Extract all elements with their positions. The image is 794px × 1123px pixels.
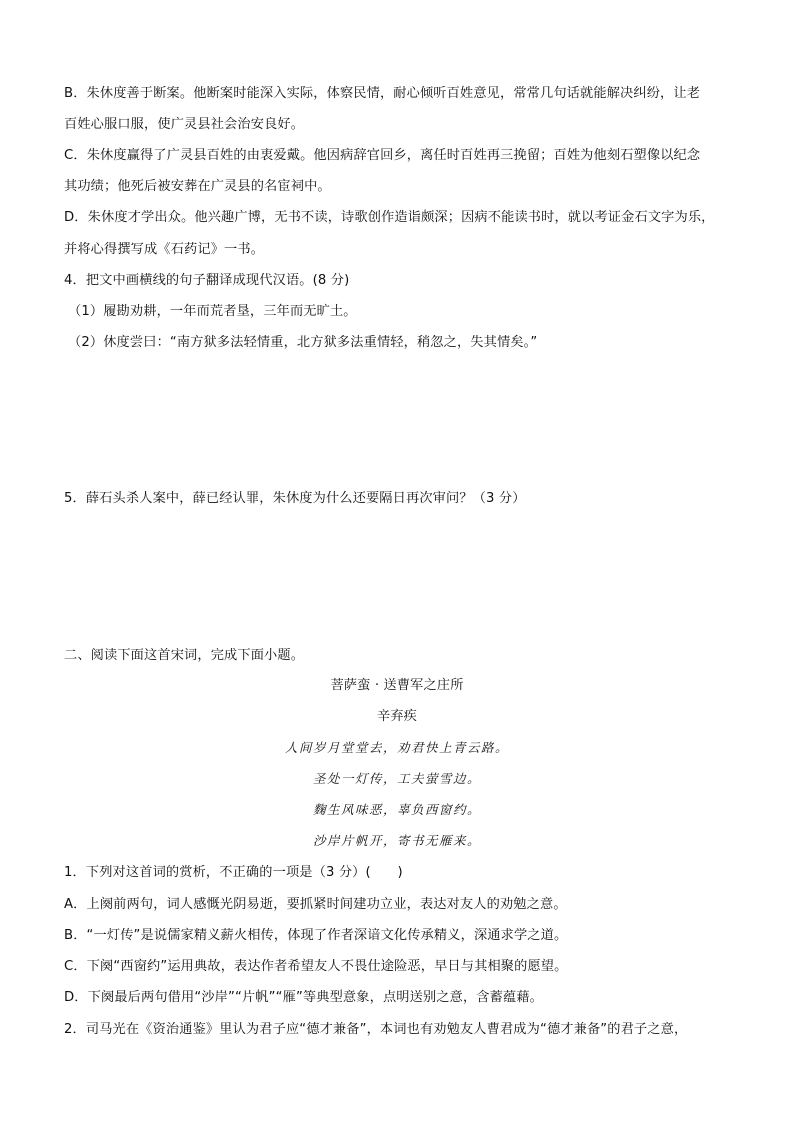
option-b-line-1: B．朱休度善于断案。他断案时能深入实际，体察民情，耐心倾听百姓意见，常常几句话就能解决纠纷，让老 xyxy=(64,86,701,101)
option-c-line-1: C．朱休度赢得了广灵县百姓的由衷爱戴。他因病辞官回乡，离任时百姓再三挽留；百姓为他刻石塑像以纪念 xyxy=(64,148,701,163)
option-c-line-2: 其功绩；他死后被安葬在广灵县的名宦祠中。 xyxy=(64,179,331,194)
question-1-option-c: C．下阕“西窗约”运用典故，表达作者希望友人不畏仕途险恶，早日与其相聚的愿望。 xyxy=(64,959,568,974)
section-2-heading: 二、阅读下面这首宋词，完成下面小题。 xyxy=(64,648,305,663)
option-d-line-2: 并将心得撰写成《石药记》一书。 xyxy=(64,242,265,257)
poem-line-1: 人间岁月堂堂去，劝君快上青云路。 xyxy=(284,740,509,755)
question-1-option-d: D．下阕最后两句借用“沙岸”“片帆”“雁”等典型意象，点明送别之意，含蓄蕴藉。 xyxy=(64,990,543,1005)
question-1-option-b: B．“一灯传”是说儒家精义薪火相传，体现了作者深谙文化传承精义，深通求学之道。 xyxy=(64,928,568,943)
question-4-stem: 4．把文中画横线的句子翻译成现代汉语。(8 分) xyxy=(64,273,350,288)
option-b-line-2: 百姓心服口服，使广灵县社会治安良好。 xyxy=(64,117,305,132)
poem-line-3: 麴生风味恶，辜负西窗约。 xyxy=(312,802,481,817)
question-4-item-2: （2）休度尝曰：“南方狱多法轻情重，北方狱多法重情轻，稍忽之，失其情矣。” xyxy=(68,335,538,350)
poem-title: 菩萨蛮 · 送曹军之庄所 xyxy=(330,678,464,693)
poem-line-2: 圣处一灯传，工夫萤雪边。 xyxy=(312,771,481,786)
poem-line-4: 沙岸片帆开，寄书无雁来。 xyxy=(312,833,481,848)
option-d-line-1: D．朱休度才学出众。他兴趣广博，无书不读，诗歌创作造诣颇深；因病不能读书时，就以考证金石文字为乐， xyxy=(64,210,715,225)
question-2-stem: 2．司马光在《资治通鉴》里认为君子应“德才兼备”，本词也有劝勉友人曹君成为“德才兼备”的君子之意， xyxy=(64,1022,688,1037)
poem-author: 辛弃疾 xyxy=(376,709,417,724)
question-1-option-a: A．上阕前两句，词人感慨光阴易逝，要抓紧时间建功立业，表达对友人的劝勉之意。 xyxy=(64,897,567,912)
question-1-stem: 1．下列对这首词的赏析，不正确的一项是（3 分）( ) xyxy=(64,865,403,880)
question-4-item-1: （1）履勘劝耕，一年而荒者垦，三年而无旷土。 xyxy=(68,304,357,319)
question-5-stem: 5．薛石头杀人案中，薛已经认罪，朱休度为什么还要隔日再次审问？（3 分） xyxy=(64,491,526,506)
